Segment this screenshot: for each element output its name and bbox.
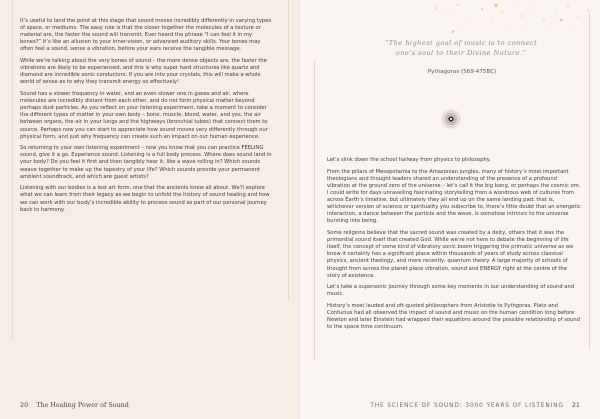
right-page [300,0,600,419]
paragraph: Sound has a slower frequency in water, and an even slower one in gases and air, where molecules are incredibly distant from each other, and do not form physical matter beyond perhaps dust particles. As you reflect on your listening experiment, take a moment to consider the different types of matter in your own body – bone, muscle, blood, water, and yes, the air between organs, the air in your lungs and the highways (bronchial tubes) that connect them to source. Perhaps now you can start to appreciate how sound moves very differently through our physical form, and just why frequency can create such an impact on our human experience. [20,91,268,140]
quote-line: one’s soul to their Divine Nature.” [395,49,527,57]
decorative-line [314,60,315,360]
sparkle-decoration [430,0,600,38]
paragraph: Listening with our bodies is a lost art form, one that the ancients knew all about. We’ll explore what we can learn from their legacy as we begin to unfold the history of sound healing and how we can work with our body’s incredible ability to process sound as part of our personal journey back to harmony. [20,185,270,213]
right-body-text [327,157,581,336]
decorative-line [589,10,590,350]
quote-attribution: Pythagoras (569-475BC) [427,69,497,75]
paragraph: History’s most lauded and oft-quoted philosophers from Aristotle to Pythgoras, Plato and Confucius had all observed the impact of sound and music on the human condition long before Newton and later Einstein had wrapped their equations around the possible relationship of sound to the space time continuum. [327,303,580,331]
book-title: The Healing Power of Sound [36,401,129,409]
decorative-line [288,0,289,300]
paragraph: Some religions believe that the sacred sound was created by a deity, others that it was the primordial sound itself that created God. While we’re not here to debate the beginning of life itself, the concept of some kind of vibratory sonic boom triggering the primatic universe as we know it certainly has a significant place within thousands of years of study across classical physics, ancient theology, and more recently, quantum theory. A large majority of schools of thought from across the planet place vibration, sound and ENERGY right at the centre of the story of existence. [327,230,574,279]
paragraph: While we’re talking about the very bones of sound – the more dense objects are, the faster the vibrations are likely to be experienced, and this is why super hard structures like quartz and diamond are incredible sonic conductors. If you are into your crystals, this will make a whole world of sense as to why they transmit energy so effectively! [20,58,267,86]
sound-wave-circle-icon [440,108,462,130]
decorative-line [12,0,13,340]
paragraph: Let’s take a supersonic journey through some key moments in our understanding of sound and music. [327,284,575,298]
right-footer [370,401,580,409]
paragraph: So returning to your own listening experiment – now you know that you can practice FEELING sound, give it a go. Experience sound. Listening is a full body process. Where does sound land in your body? Do you feel it first and then tangibly hear it, like a wave rolling in? Which sounds weave together to make up the tapestry of your life? Which sounds provide your permanent ambient soundtrack, and which are guest artists? [20,145,272,180]
page-number: 21 [571,401,580,409]
left-body-text [20,18,273,218]
paragraph: It’s useful to land the point at this stage that sound moves incredibly differently in varying types of space, or mediums. The easy rule is that the closer together the molecules of a texture or material are, the faster the sound will transmit. Ever heard the phrase “I can feel it in my bones?” It’s like an allusion to your inner-vision, or advanced auditory skills. Your bones may often feel a sound, sense a vibration, before your ears receive the tangible message. [20,18,272,53]
running-head: THE SCIENCE OF SOUND: 3000 YEARS OF LISTENING [370,403,564,409]
paragraph: From the pillars of Mesopotamia to the Amazonian jungles, many of history’s most important theologians and thought leaders shared an understanding of the presence of a profound vibration at the ground zero of the universe – let’s call it the big bang, or perhaps the cosmic om. I could write for days unravelling fascinating storytelling from a wondrous web of cultures from across Earth’s timeline, but ultimately they all end up on the same landing pad: that is, whichever version of science or spirituality you subscribe to, there’s little doubt that an energetic interaction, a dance between the particle and the wave, is somehow intrinsic to the universe bursting into being. [327,168,581,225]
left-footer [20,401,129,409]
paragraph: Let’s slink down the school hallway from physics to philosophy. [327,157,491,163]
page-number: 20 [20,401,29,409]
quote-line: “The highest goal of music is to connect [384,39,538,47]
epigraph-quote [362,38,560,58]
